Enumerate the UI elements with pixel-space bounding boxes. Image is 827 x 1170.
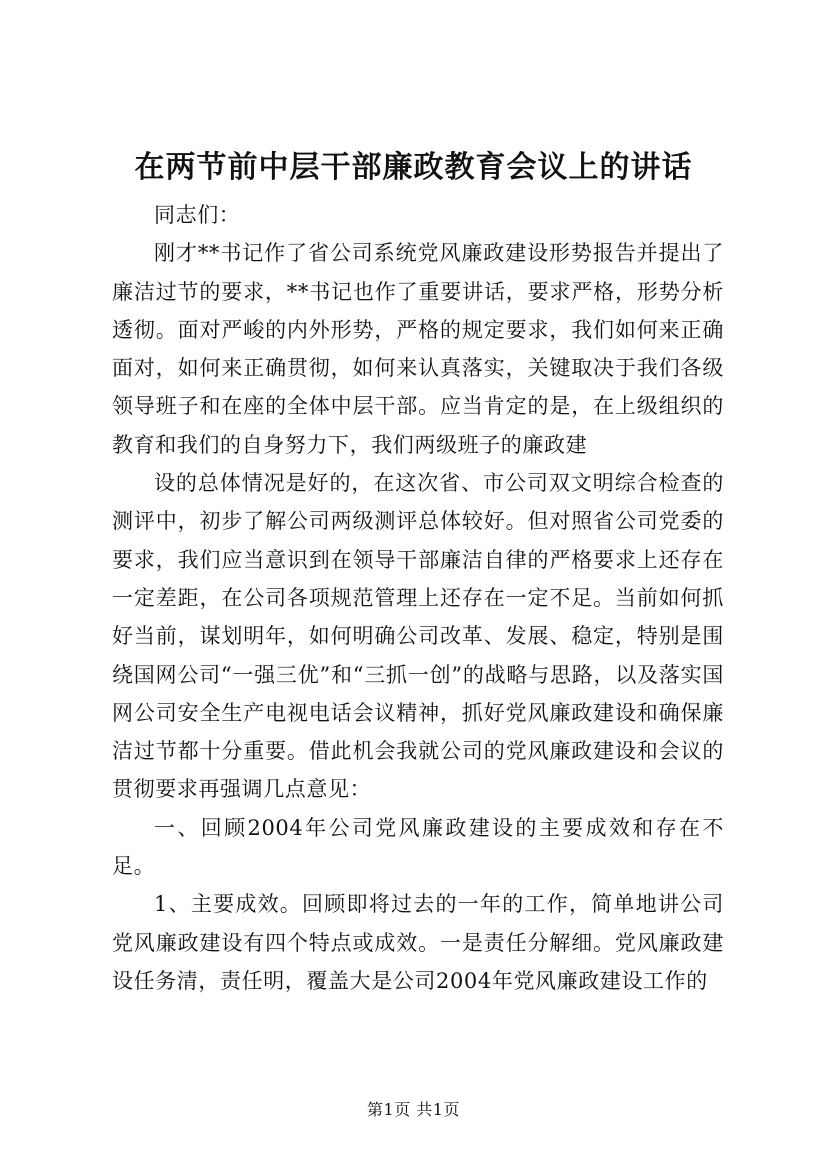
paragraph-1: 刚才**书记作了省公司系统党风廉政建设形势报告并提出了廉洁过节的要求，**书记也作了重要讲话，要求严格，形势分析透彻。面对严峻的内外形势，严格的规定要求，我们如何来正确面对，如何来正确贯彻，如何来认真落实，关键取决于我们各级领导班子和在座的全体中层干部。应当肯定的是，在上级组织的教育和我们的自身努力下，我们两级班子的廉政建 — [112, 241, 724, 457]
paragraph-3: 一、回顾2004年公司党风廉政建设的主要成效和存在不足。 — [112, 815, 724, 879]
document-title: 在两节前中层干部廉政教育会议上的讲话 — [134, 150, 693, 185]
document-body — [112, 196, 724, 1000]
salutation: 同志们： — [154, 203, 241, 227]
paragraph-2: 设的总体情况是好的，在这次省、市公司双文明综合检查的测评中，初步了解公司两级测评总体较好。但对照省公司党委的要求，我们应当意识到在领导干部廉洁自律的严格要求上还存在一定差距，在公司各项规范管理上还存在一定不足。当前如何抓好当前，谋划明年，如何明确公司改革、发展、稳定，特别是围绕国网公司“一强三优”和“三抓一创”的战略与思路，以及落实国网公司安全生产电视电话会议精神，抓好党风廉政建设和确保廉洁过节都十分重要。借此机会我就公司的党风廉政建设和会议的贯彻要求再强调几点意见： — [112, 471, 724, 802]
page-footer: 第1页 共1页 — [367, 1100, 460, 1119]
paragraph-4: 1、主要成效。回顾即将过去的一年的工作，简单地讲公司党风廉政建设有四个特点或成效。一是责任分解细。党风廉政建设任务清，责任明，覆盖大是公司2004年党风廉政建设工作的 — [112, 892, 724, 993]
